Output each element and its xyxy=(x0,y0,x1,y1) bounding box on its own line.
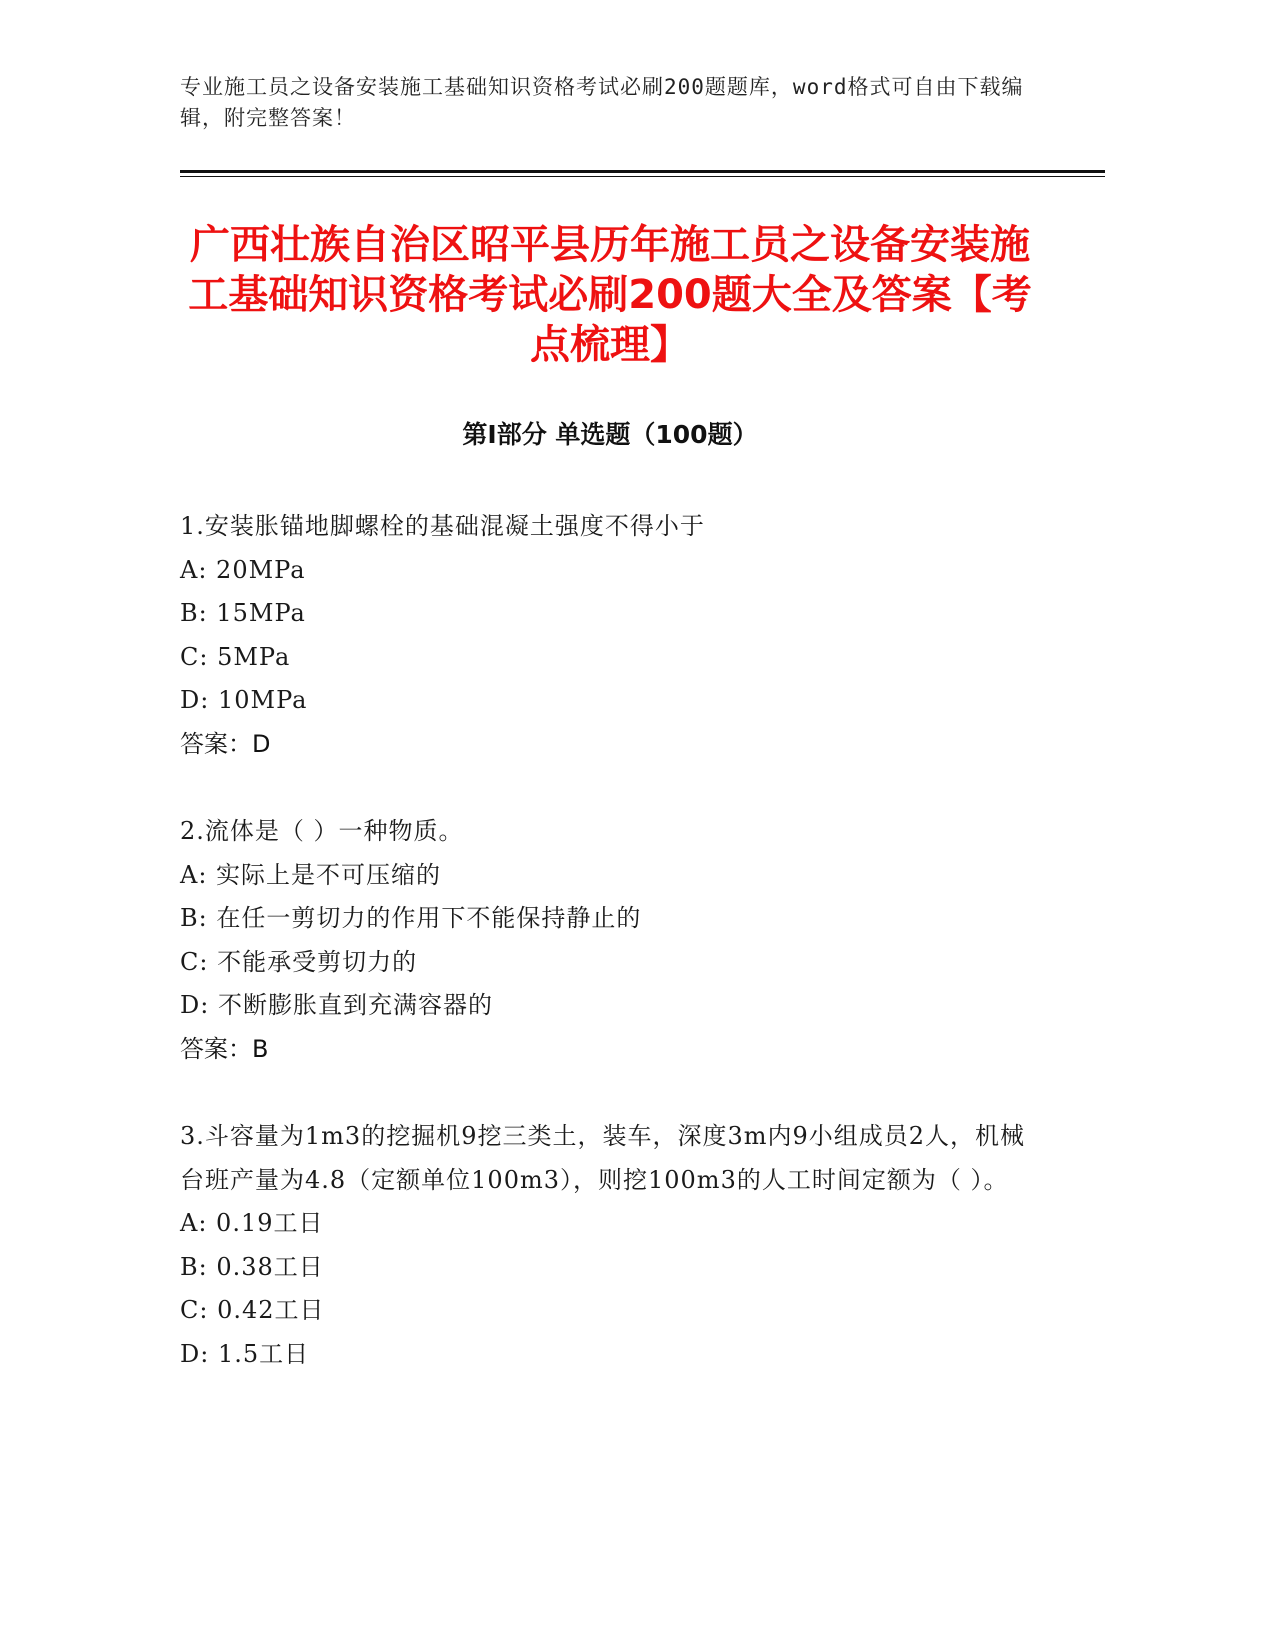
header-rule-thick xyxy=(180,170,1105,173)
option-d: D: 不断膨胀直到充满容器的 xyxy=(180,991,493,1019)
option-c: C: 0.42工日 xyxy=(180,1296,325,1324)
header-rule-thin xyxy=(180,176,1105,177)
question-list xyxy=(180,505,1040,1420)
question-stem: 2.流体是（ ）一种物质。 xyxy=(180,817,464,845)
option-d: D: 1.5工日 xyxy=(180,1339,310,1368)
answer-label: 答案：B xyxy=(180,1034,269,1063)
question-2 xyxy=(180,810,1040,1071)
question-3 xyxy=(180,1115,1040,1376)
option-a: A: 实际上是不可压缩的 xyxy=(180,860,442,889)
question-1 xyxy=(180,505,1040,766)
document-title: 广西壮族自治区昭平县历年施工员之设备安装施工基础知识资格考试必刷200题大全及答案【考点梳理】 xyxy=(188,222,1032,368)
header-note: 专业施工员之设备安装施工基础知识资格考试必刷200题题库，word格式可自由下载编辑，附完整答案！ xyxy=(180,75,1024,130)
answer-label: 答案：D xyxy=(180,729,271,758)
option-b: B: 0.38工日 xyxy=(180,1252,324,1281)
question-stem: 1.安装胀锚地脚螺栓的基础混凝土强度不得小于 xyxy=(180,512,705,540)
option-a: A: 0.19工日 xyxy=(180,1209,324,1237)
option-b: B: 在任一剪切力的作用下不能保持静止的 xyxy=(180,904,642,932)
option-a: A: 20MPa xyxy=(180,555,306,584)
option-d: D: 10MPa xyxy=(180,686,308,714)
option-c: C: 不能承受剪切力的 xyxy=(180,947,418,976)
option-b: B: 15MPa xyxy=(180,599,306,627)
section-title: 第Ⅰ部分 单选题（100题） xyxy=(462,420,758,449)
option-c: C: 5MPa xyxy=(180,642,291,671)
question-stem: 3.斗容量为1m3的挖掘机9挖三类土，装车，深度3m内9小组成员2人，机械台班产量为4.8（定额单位100m3），则挖100m3的人工时间定额为（ ）。 xyxy=(180,1122,1026,1194)
